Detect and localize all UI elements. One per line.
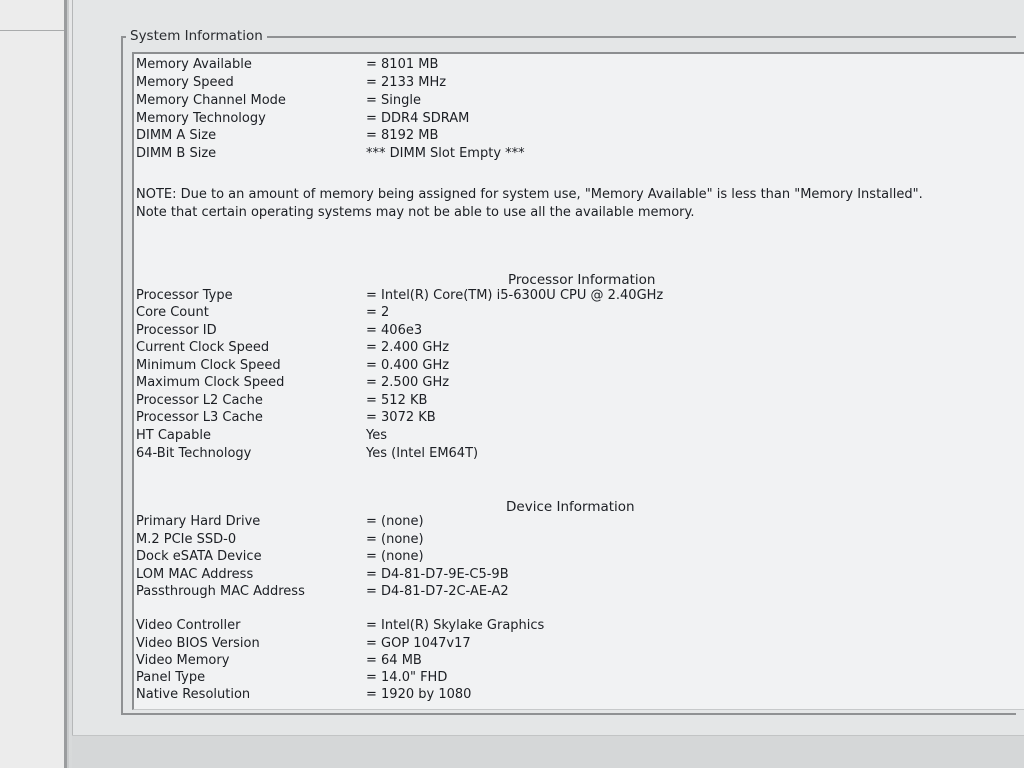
row-label: Processor ID (136, 323, 217, 338)
row-label: Video BIOS Version (136, 636, 260, 651)
device-section-title: Device Information (506, 499, 635, 515)
row-value: = Intel(R) Core(TM) i5-6300U CPU @ 2.40GHz (366, 288, 664, 303)
row-value: = 2.500 GHz (366, 375, 450, 390)
processor-section-title: Processor Information (508, 272, 656, 288)
row-value: = 2 (366, 305, 390, 320)
row-value: = Intel(R) Skylake Graphics (366, 618, 545, 633)
settings-tree-panel[interactable] (0, 0, 67, 768)
row-value: = 2.400 GHz (366, 340, 450, 355)
row-value: = 512 KB (366, 393, 428, 408)
row-label: Video Controller (136, 618, 241, 633)
group-title: System Information (126, 28, 267, 44)
row-label: DIMM B Size (136, 146, 217, 161)
row-label: Memory Available (136, 57, 252, 72)
row-label: Memory Technology (136, 111, 266, 126)
row-label: Primary Hard Drive (136, 514, 261, 529)
row-label: Core Count (136, 305, 209, 320)
row-value: = (none) (366, 549, 424, 564)
row-value: = (none) (366, 514, 424, 529)
row-value: *** DIMM Slot Empty *** (366, 146, 525, 161)
row-value: = D4-81-D7-2C-AE-A2 (366, 584, 509, 599)
row-value: = (none) (366, 532, 424, 547)
row-value: = Single (366, 93, 421, 108)
row-label: Processor L2 Cache (136, 393, 263, 408)
row-value: = 8101 MB (366, 57, 439, 72)
row-label: 64-Bit Technology (136, 446, 252, 461)
row-label: Current Clock Speed (136, 340, 270, 355)
row-label: DIMM A Size (136, 128, 217, 143)
row-value: = 14.0" FHD (366, 670, 448, 685)
row-label: Passthrough MAC Address (136, 584, 305, 599)
memory-note: NOTE: Due to an amount of memory being assigned for system use, "Memory Available" is less than "Memory Installed". Note that certain operating systems may not be able to use all the available memory. (136, 187, 923, 220)
row-value: Yes (Intel EM64T) (366, 446, 479, 461)
row-label: Video Memory (136, 653, 230, 668)
row-label: Memory Speed (136, 75, 234, 90)
row-label: Minimum Clock Speed (136, 358, 281, 373)
bottom-button-bar (72, 735, 1024, 768)
row-value: = 3072 KB (366, 410, 436, 425)
row-value: = 2133 MHz (366, 75, 447, 90)
row-value: = 0.400 GHz (366, 358, 450, 373)
row-value: = 1920 by 1080 (366, 687, 472, 702)
row-value: = 8192 MB (366, 128, 439, 143)
row-label: Panel Type (136, 670, 206, 685)
row-value: = D4-81-D7-9E-C5-9B (366, 567, 509, 582)
row-label: Processor L3 Cache (136, 410, 263, 425)
row-label: M.2 PCIe SSD-0 (136, 532, 237, 547)
row-label: Native Resolution (136, 687, 251, 702)
row-value: Yes (366, 428, 387, 443)
row-label: HT Capable (136, 428, 211, 443)
row-label: Dock eSATA Device (136, 549, 262, 564)
row-value: = 406e3 (366, 323, 423, 338)
row-label: Memory Channel Mode (136, 93, 286, 108)
row-label: Processor Type (136, 288, 233, 303)
row-label: LOM MAC Address (136, 567, 254, 582)
row-value: = DDR4 SDRAM (366, 111, 470, 126)
row-value: = 64 MB (366, 653, 422, 668)
row-value: = GOP 1047v17 (366, 636, 471, 651)
row-label: Maximum Clock Speed (136, 375, 285, 390)
nav-divider (0, 30, 64, 31)
